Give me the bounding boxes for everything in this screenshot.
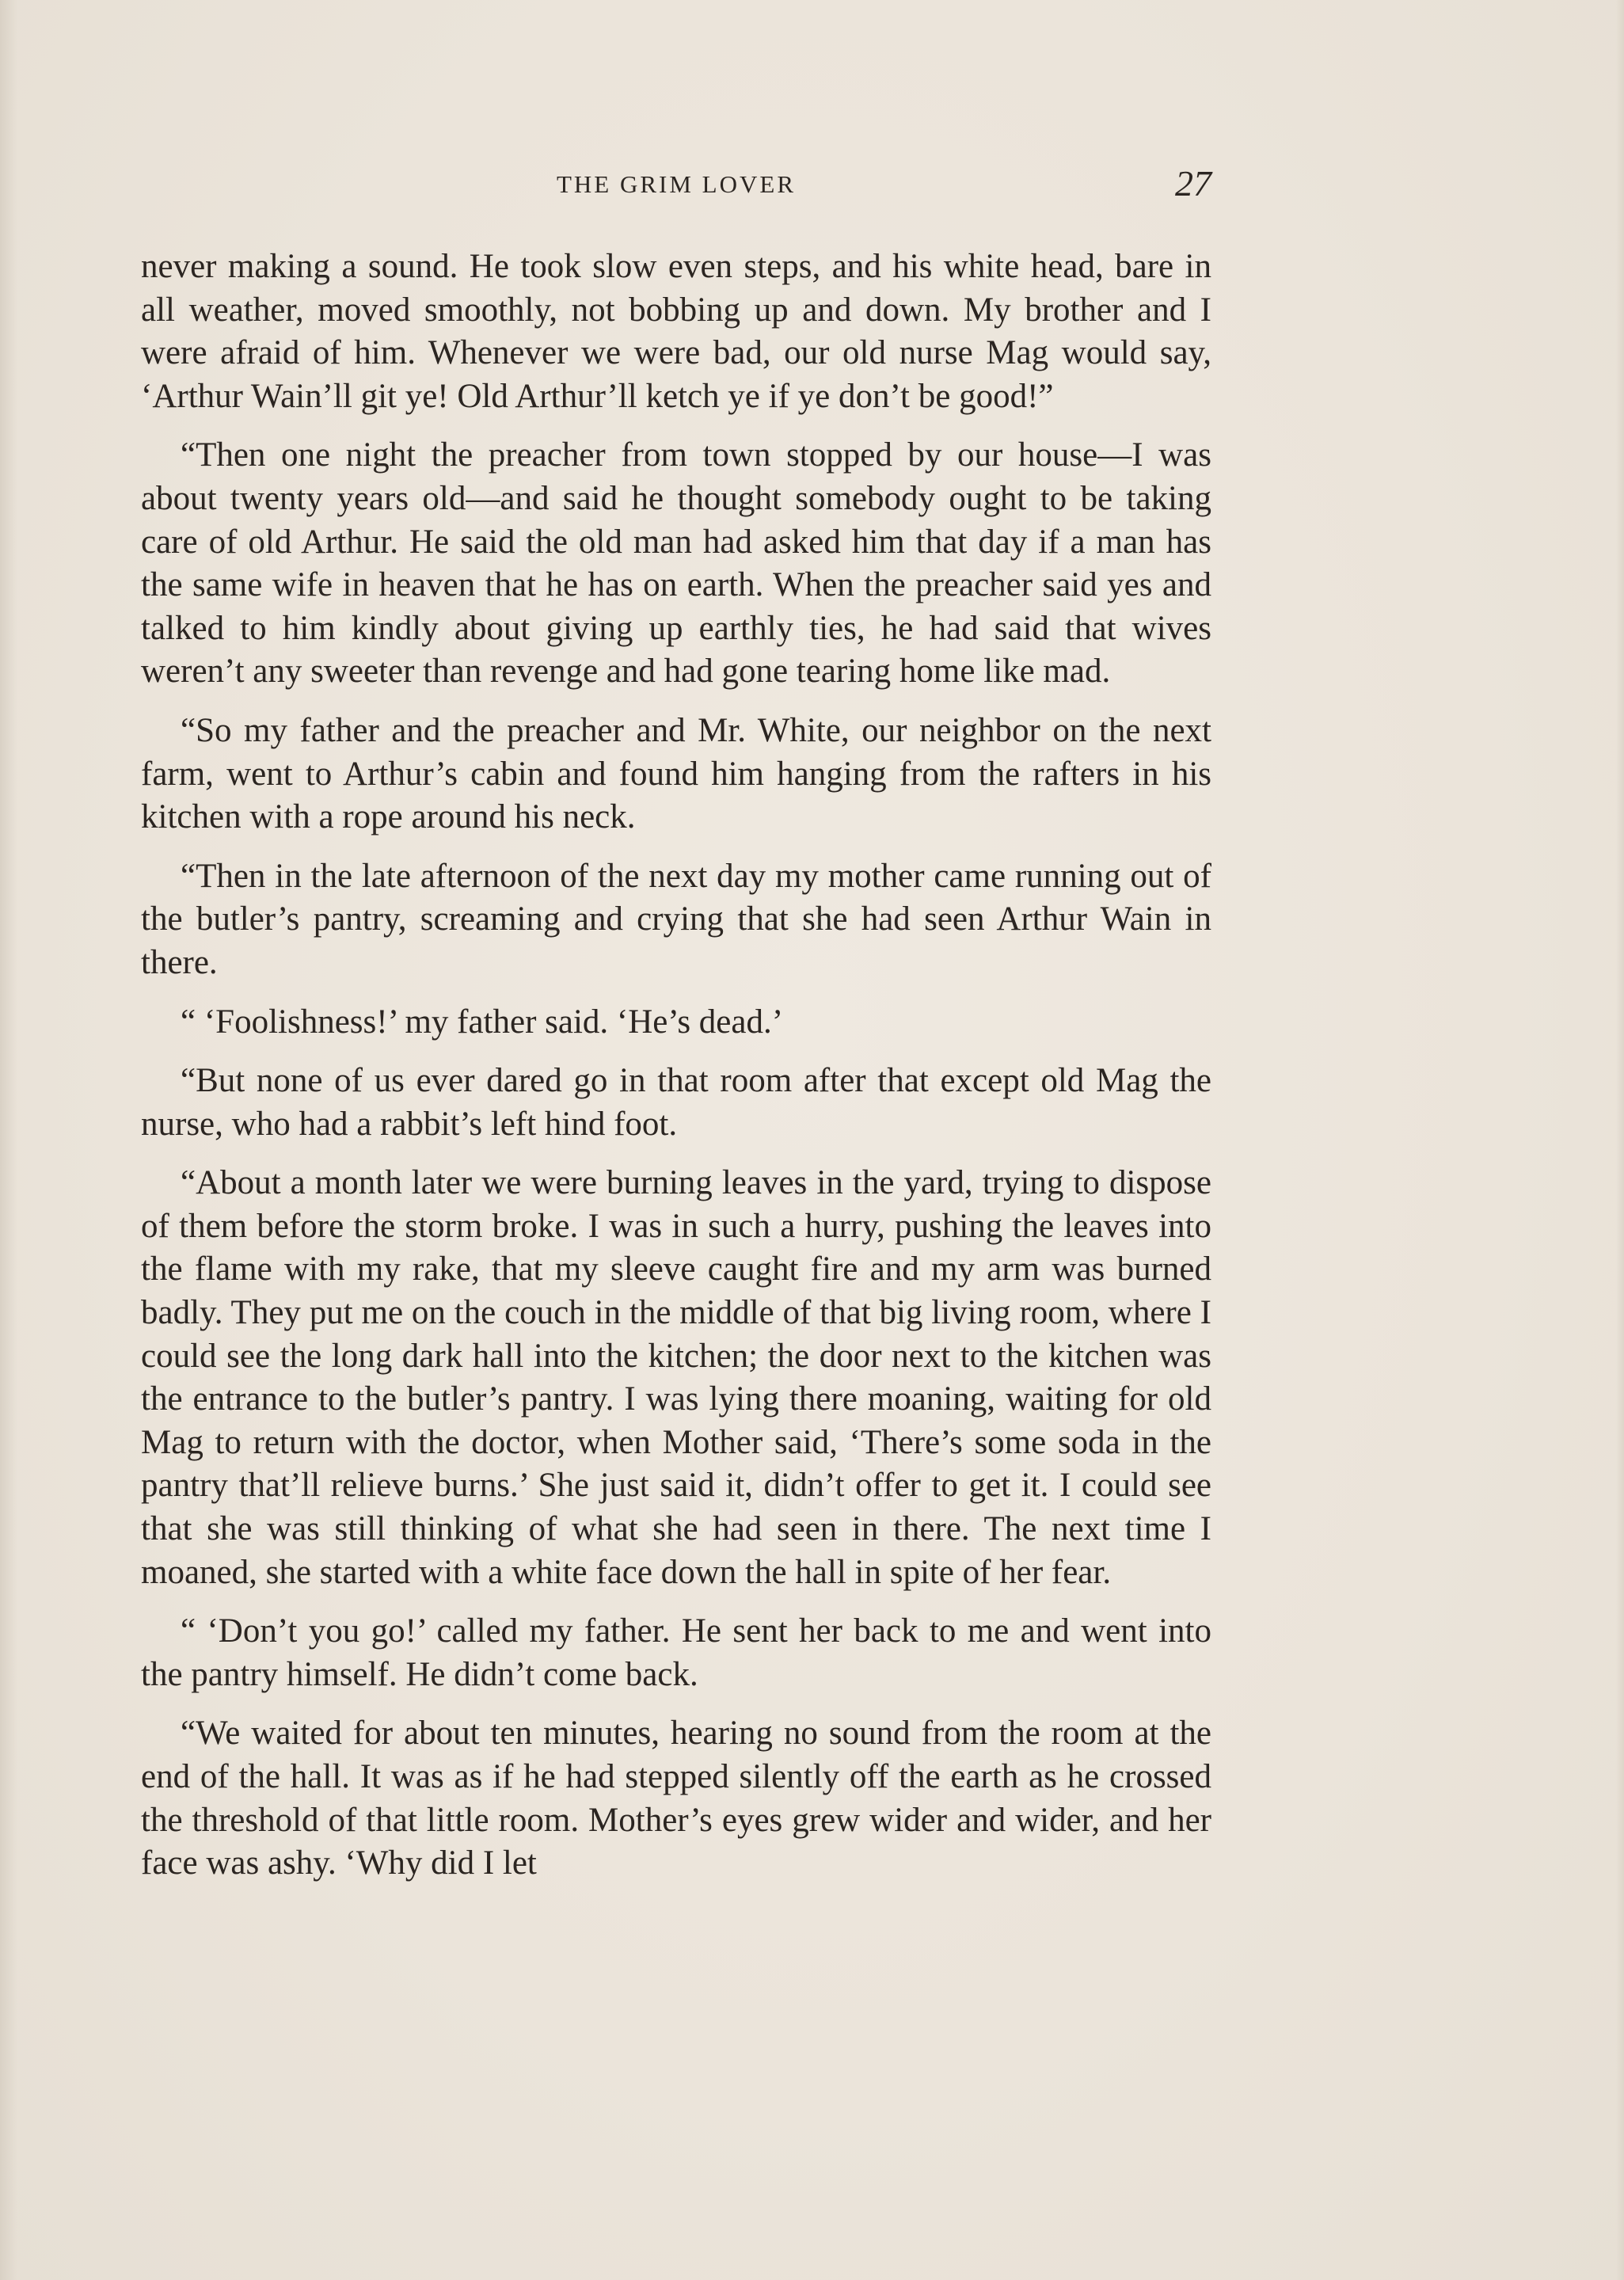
gutter-shadow xyxy=(0,0,17,2280)
body-text xyxy=(141,246,1211,1901)
running-title: THE GRIM LOVER xyxy=(556,170,797,198)
page-edge xyxy=(1616,0,1624,2280)
page-number: 27 xyxy=(1175,163,1211,204)
paragraph: never making a sound. He took slow even steps, and his white head, bare in all weather, moved smoothly, not bobbing up and down. My brother and I were afraid of him. Whenever we were bad, our old nurse Mag would say, ‘Arthur Wain’ll git ye! Old Arthur’ll ketch ye if ye don’t be good!” xyxy=(141,248,1211,415)
paragraph: “We waited for about ten minutes, hearing no sound from the room at the end of the hall. It was as if he had stepped silently off the earth as he crossed the threshold of that little room. Mother’s eyes grew wider and wider, and her face was ashy. ‘Why did I let xyxy=(141,1715,1211,1882)
paragraph: “But none of us ever dared go in that room after that except old Mag the nurse, who had a rabbit’s left hind foot. xyxy=(141,1062,1211,1143)
paragraph: “So my father and the preacher and Mr. White, our neighbor on the next farm, went to Arthur’s cabin and found him hanging from the rafters in his kitchen with a rope around his neck. xyxy=(141,711,1211,836)
paragraph: “ ‘Don’t you go!’ called my father. He sent her back to me and went into the pantry himself. He didn’t come back. xyxy=(141,1612,1211,1693)
running-head xyxy=(141,162,1211,210)
paragraph: “ ‘Foolishness!’ my father said. ‘He’s dead.’ xyxy=(181,1003,784,1041)
paragraph: “About a month later we were burning leaves in the yard, trying to dispose of them before the storm broke. I was in such a hurry, pushing the leaves into the flame with my rake, that my sleeve caught fire and my arm was burned badly. They put me on the couch in the middle of that big living room, where I could see the long dark hall into the kitchen; the door next to the kitchen was the entrance to the butler’s pantry. I was lying there moaning, waiting for old Mag to return with the doctor, when Mother said, ‘There’s some soda in the pantry that’ll relieve burns.’ She just said it, didn’t offer to get it. I could see that she was still thinking of what she had seen in there. The next time I moaned, she started with a white face down the hall in spite of her fear. xyxy=(141,1164,1211,1591)
paragraph: “Then in the late afternoon of the next day my mother came running out of the butler’s pantry, screaming and crying that she had seen Arthur Wain in there. xyxy=(141,857,1211,981)
paragraph: “Then one night the preacher from town stopped by our house—I was about twenty years old—and said he thought somebody ought to be taking care of old Arthur. He said the old man had asked him that day if a man has the same wife in heaven that he has on earth. When the preacher said yes and talked to him kindly about giving up earthly ties, he had said that wives weren’t any sweeter than revenge and had gone tearing home like mad. xyxy=(141,436,1211,691)
